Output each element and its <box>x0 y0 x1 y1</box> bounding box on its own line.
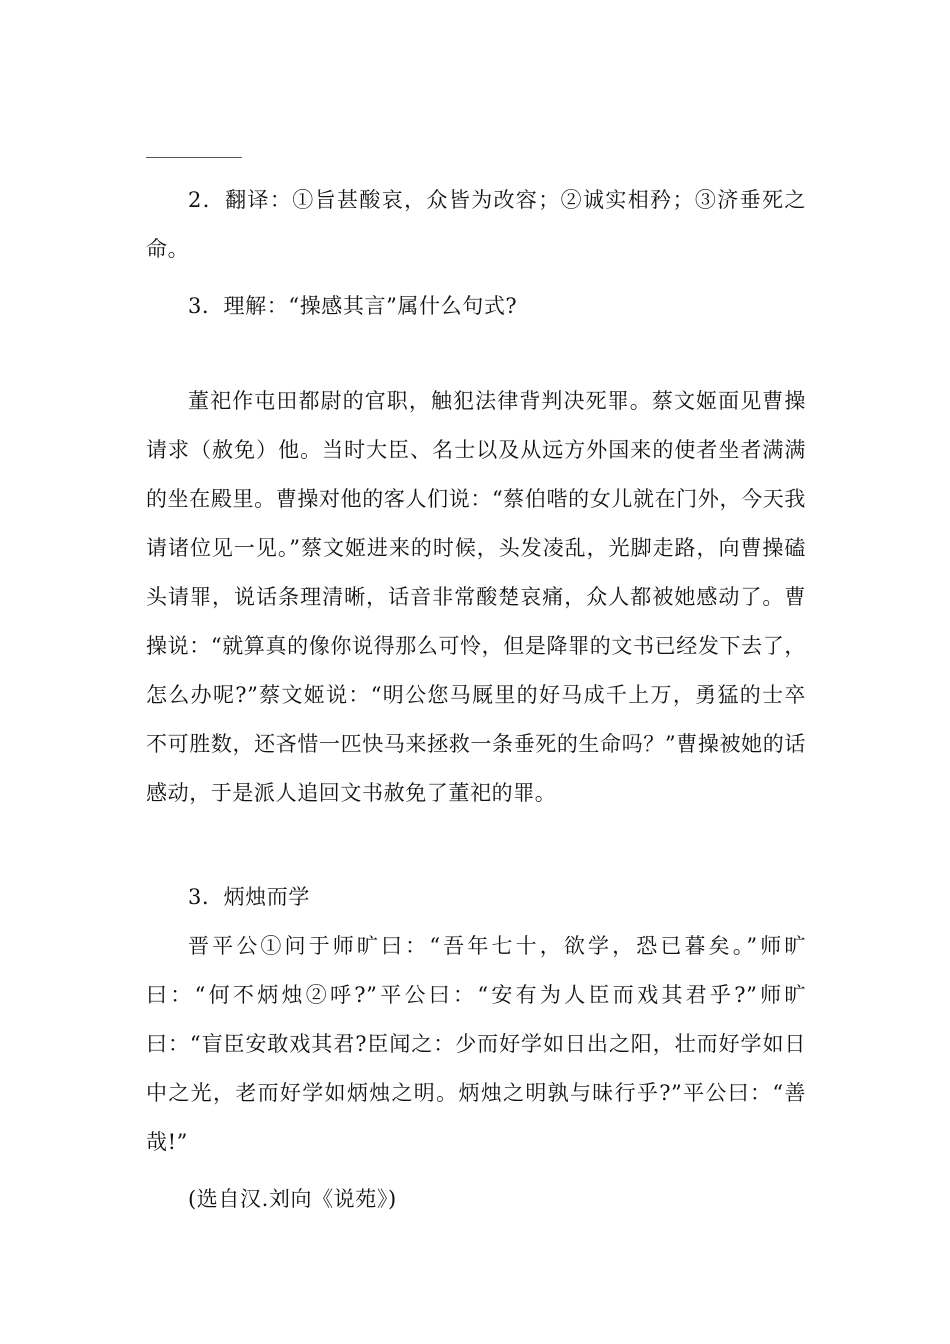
section-heading: 3．炳烛而学 <box>188 885 310 909</box>
question-3: 3．理解：“操感其言”属什么句式? <box>188 294 518 318</box>
translation-paragraph: 董祀作屯田都尉的官职，触犯法律背判决死罪。蔡文姬面见曹操请求（赦免）他。当时大臣、名士以及从远方外国来的使者坐者满满的坐在殿里。曹操对他的客人们说：“蔡伯喈的女儿就在门外，今天我请诸位见一见。”蔡文姬进来的时候，头发凌乱，光脚走路，向曹操磕头请罪，说话条理清晰，话音非常酸楚哀痛，众人都被她感动了。曹操说：“就算真的像你说得那么可怜，但是降罪的文书已经发下去了，怎么办呢?”蔡文姬说：“明公您马厩里的好马成千上万，勇猛的士卒不可胜数，还吝惜一匹快马来拯救一条垂死的生命吗？”曹操被她的话感动，于是派人追回文书赦免了董祀的罪。 <box>146 389 806 805</box>
source-citation: (选自汉.刘向《说苑》) <box>188 1187 397 1211</box>
passage-paragraph: 晋平公①问于师旷曰：“吾年七十，欲学，恐已暮矣。”师旷曰：“何不炳烛②呼?”平公曰：“安有为人臣而戏其君乎?”师旷曰：“盲臣安敢戏其君?臣闻之：少而好学如日出之阳，壮而好学如日中之光，老而好学如炳烛之明。炳烛之明孰与昧行乎?”平公曰：“善哉!” <box>146 934 806 1154</box>
questions-block <box>146 176 806 331</box>
question-2: 2．翻译：①旨甚酸哀，众皆为改容；②诚实相矜；③济垂死之命。 <box>146 188 806 261</box>
separator-line <box>146 157 242 158</box>
section-3 <box>146 873 806 1224</box>
translation-block <box>146 377 806 818</box>
